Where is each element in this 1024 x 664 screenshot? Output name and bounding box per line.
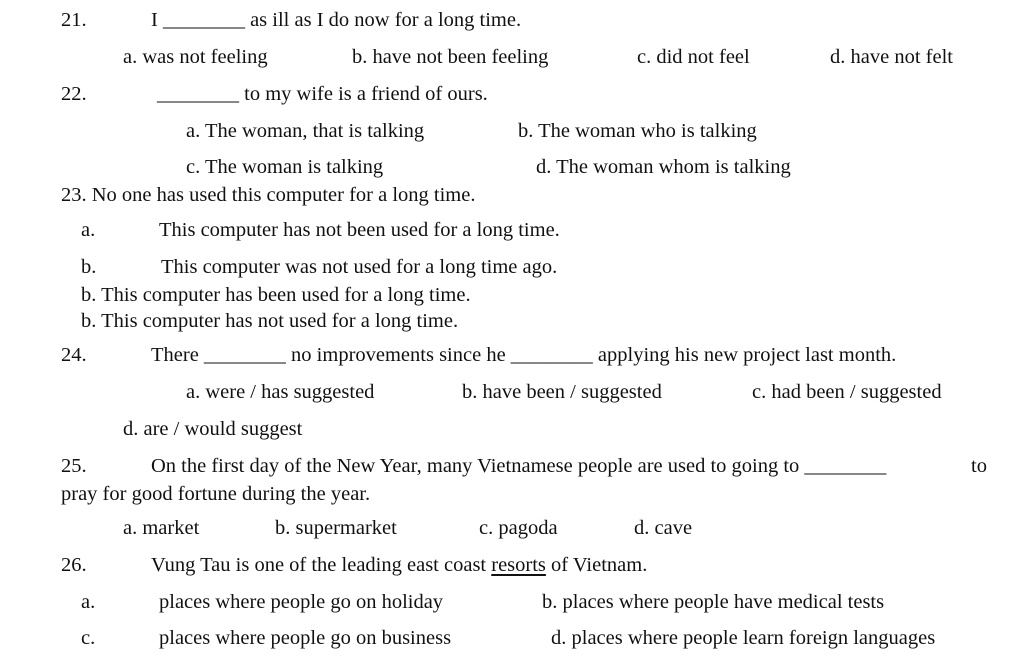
option-a: places where people go on holiday [159, 591, 444, 613]
question-stem: There ________ no improvements since he ________ applying his new project last month. [151, 344, 897, 366]
option-d: d. cave [634, 517, 693, 539]
question-number: 24. [61, 344, 87, 366]
question-stem-end: to [971, 455, 987, 477]
option-d: d. places where people learn foreign languages [551, 627, 936, 649]
question-stem: No one has used this computer for a long time. [91, 184, 476, 206]
question-number: 23. [61, 184, 87, 206]
option-b-extra: b. This computer has not used for a long time. [81, 310, 459, 332]
question-number: 26. [61, 554, 87, 576]
option-letter: b. [81, 256, 97, 278]
option-b: b. The woman who is talking [518, 120, 757, 142]
question-number: 21. [61, 9, 87, 31]
option-letter: a. [81, 591, 96, 613]
option-c: c. The woman is talking [186, 156, 384, 178]
option-c: c. did not feel [637, 46, 750, 68]
option-c: c. had been / suggested [752, 381, 942, 403]
option-a: a. was not feeling [123, 46, 268, 68]
option-d: d. The woman whom is talking [536, 156, 791, 178]
option-letter: a. [81, 219, 96, 241]
option-a: a. market [123, 517, 200, 539]
question-stem [151, 555, 647, 576]
question-number: 22. [61, 83, 87, 105]
option-a: a. The woman, that is talking [186, 120, 425, 142]
option-b: This computer was not used for a long time ago. [161, 256, 558, 278]
option-b: b. have not been feeling [352, 46, 549, 68]
option-a: a. were / has suggested [186, 381, 375, 403]
question-stem-continued: pray for good fortune during the year. [61, 483, 371, 505]
underlined-word: resorts [491, 554, 546, 576]
question-stem: ________ to my wife is a friend of ours. [157, 83, 488, 105]
option-letter: c. [81, 627, 96, 649]
option-b: b. have been / suggested [462, 381, 662, 403]
question-stem: I ________ as ill as I do now for a long time. [151, 9, 522, 31]
option-b: b. supermarket [275, 517, 397, 539]
option-b-extra: b. This computer has been used for a long time. [81, 284, 471, 306]
question-number: 25. [61, 455, 87, 477]
option-c: c. pagoda [479, 517, 558, 539]
option-c: places where people go on business [159, 627, 452, 649]
option-a: This computer has not been used for a long time. [159, 219, 560, 241]
question-stem: On the first day of the New Year, many Vietnamese people are used to going to ________ [151, 455, 887, 477]
stem-text: of Vietnam. [551, 554, 648, 576]
stem-text: Vung Tau is one of the leading east coast [151, 554, 487, 576]
question-line [61, 185, 475, 206]
option-b: b. places where people have medical tests [542, 591, 885, 613]
option-d: d. are / would suggest [123, 418, 303, 440]
option-d: d. have not felt [830, 46, 953, 68]
